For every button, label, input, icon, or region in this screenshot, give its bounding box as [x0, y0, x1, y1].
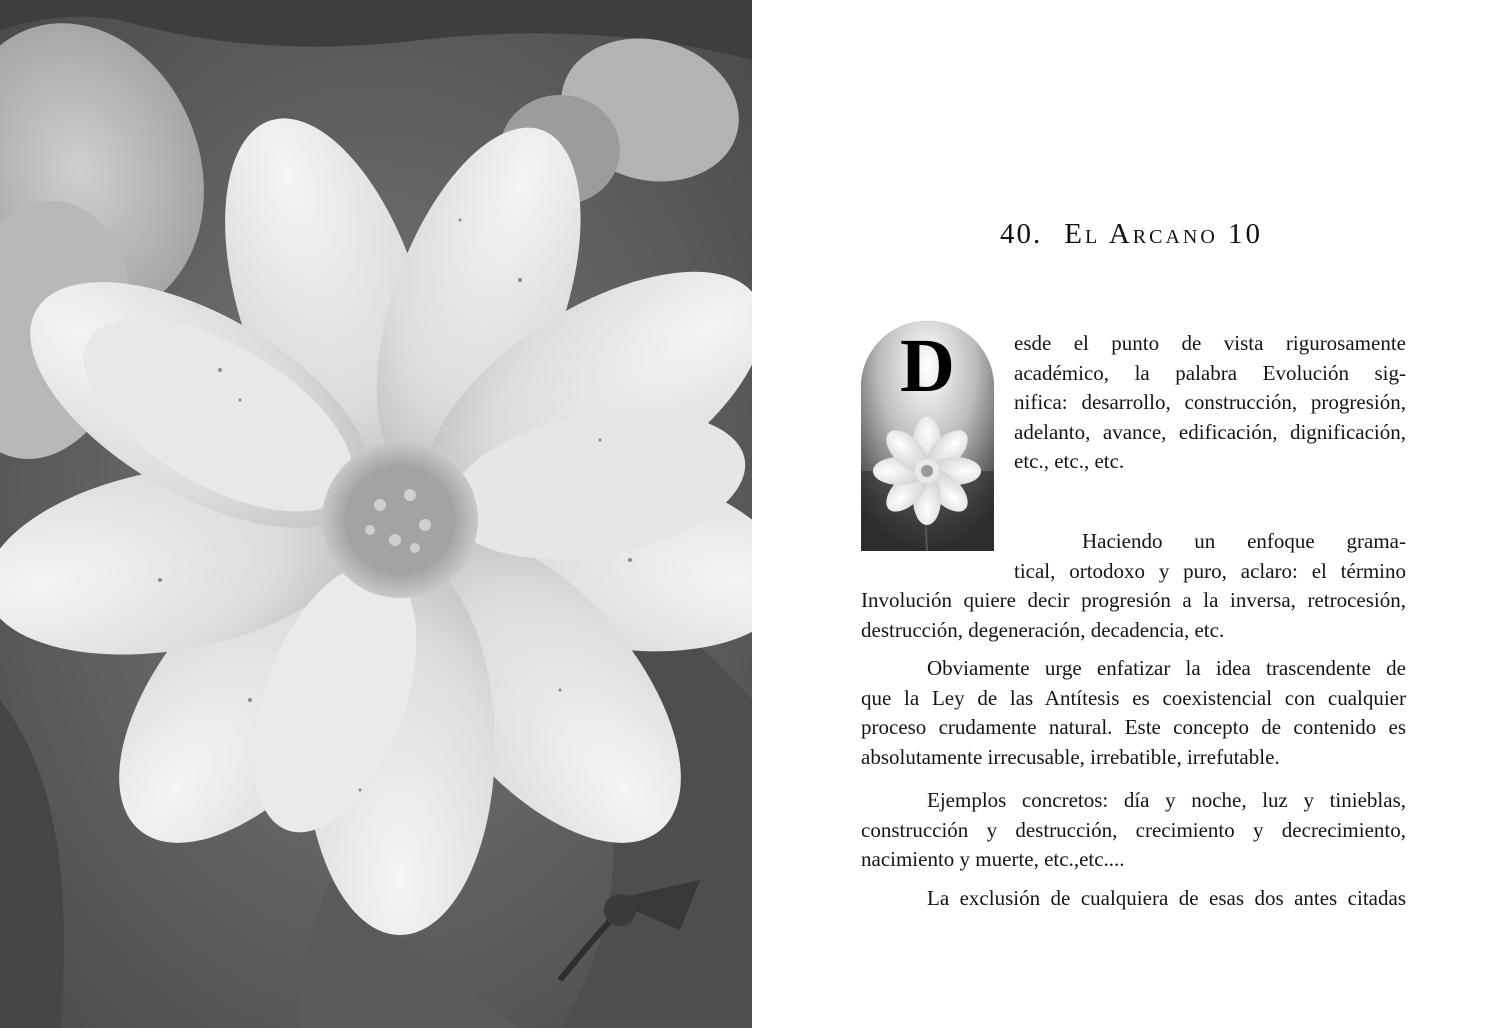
chapter-heading: [1000, 218, 1263, 251]
paragraph-line: esde el punto de vista rigurosamente: [1014, 331, 1406, 355]
paragraph-1: [1014, 329, 1406, 477]
paragraph-line: Haciendo un enfoque grama-: [1082, 529, 1406, 553]
paragraph-line: destrucción, degeneración, decadencia, etc.: [861, 617, 1225, 642]
drop-cap-illustration: [861, 321, 994, 551]
paragraph-5: [861, 884, 1406, 914]
drop-cap-letter: D: [900, 324, 955, 408]
paragraph-line: adelanto, avance, edificación, dignificación,: [1014, 419, 1406, 444]
paragraph-line: La exclusión de cualquiera de esas dos antes citadas: [927, 886, 1406, 910]
paragraph-line: etc., etc., etc.: [1014, 449, 1125, 473]
chapter-title: El Arcano 10: [1064, 218, 1264, 250]
text-page: [752, 0, 1500, 1028]
paragraph-line: nifica: desarrollo, construcción, progresión,: [1014, 390, 1406, 414]
paragraph-line: nacimiento y muerte, etc.,etc....: [861, 847, 1125, 871]
paragraph-line: Ejemplos concretos: día y noche, luz y tinieblas,: [927, 788, 1406, 812]
paragraph-line: tical, ortodoxo y puro, aclaro: el término: [1014, 558, 1406, 583]
paragraph-line: Involución quiere decir progresión a la inversa, retrocesión,: [861, 588, 1406, 612]
paragraph-line: que la Ley de las Antítesis es coexistencial con cualquier: [861, 685, 1406, 710]
paragraph-line: proceso crudamente natural. Este concepto de contenido es: [861, 715, 1406, 739]
paragraph-line: construcción y destrucción, crecimiento y decrecimiento,: [861, 817, 1406, 842]
paragraph-4: [861, 786, 1406, 875]
paragraph-2-continuation: [861, 586, 1406, 645]
chapter-number: 40.: [1000, 218, 1043, 250]
paragraph-2-start: [1014, 527, 1406, 586]
paragraph-3: [861, 654, 1406, 772]
paragraph-line: absolutamente irrecusable, irrebatible, irrefutable.: [861, 744, 1280, 769]
paragraph-line: académico, la palabra Evolución sig-: [1014, 360, 1406, 385]
paragraph-line: Obviamente urge enfatizar la idea trascendente de: [927, 656, 1406, 680]
